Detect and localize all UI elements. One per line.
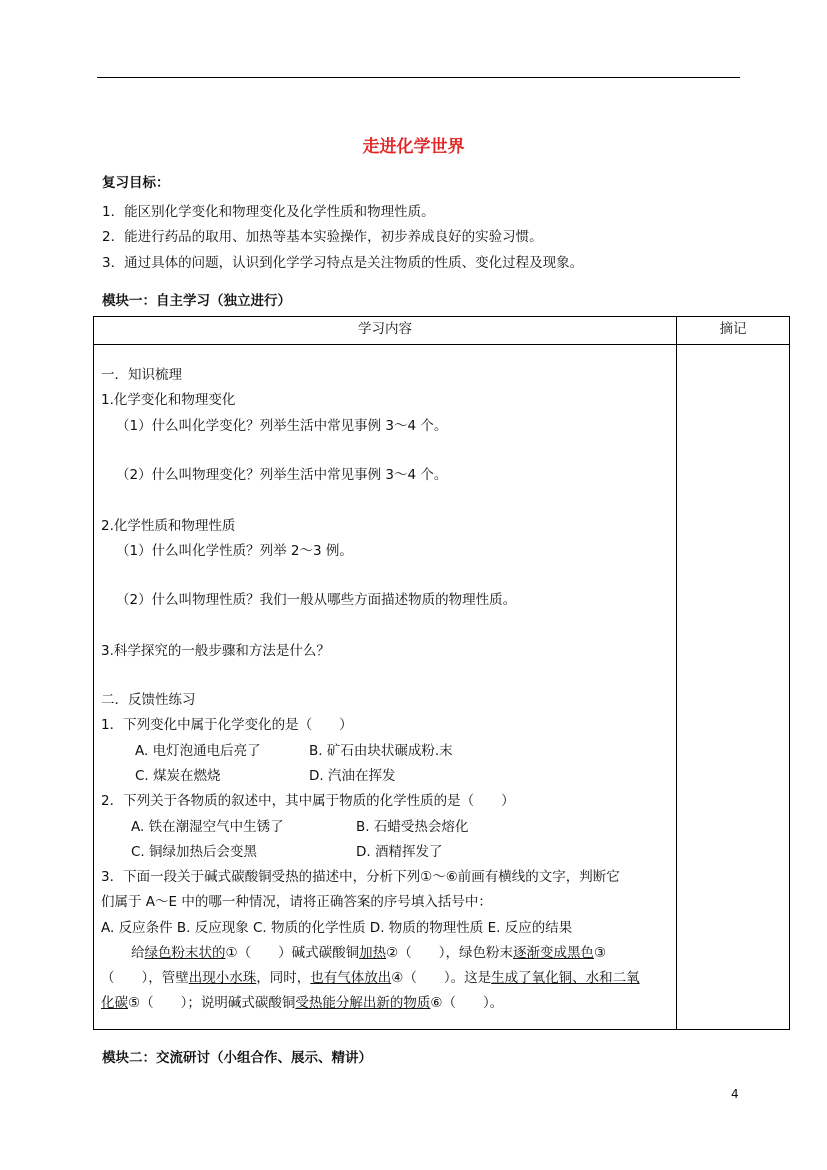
passage-blank-6: ⑥（ ）。 (430, 995, 504, 1011)
passage-blank-4: ④（ ）。这是 (391, 970, 492, 986)
exercise-2-option-c: C. 铜绿加热后会变黑 (131, 844, 258, 860)
module1-heading: 模块一：自主学习（独立进行） (102, 293, 291, 309)
passage-marker-3: ③ (593, 945, 607, 961)
question-chemical-property: （1）什么叫化学性质？列举 2～3 例。 (116, 543, 353, 559)
review-heading: 复习目标： (102, 175, 170, 191)
passage-underline-1: 绿色粉末状的 (144, 945, 226, 961)
passage-underline-6b: 化碳 (101, 995, 128, 1011)
column-header-content: 学习内容 (94, 317, 677, 345)
exercise-1-option-d: D. 汽油在挥发 (309, 768, 396, 784)
exercise-2-option-a: A. 铁在潮湿空气中生锈了 (131, 819, 284, 835)
notes-cell (677, 345, 790, 1030)
header-rule (97, 77, 740, 78)
question-physical-property: （2）什么叫物理性质？我们一般从哪些方面描述物质的物理性质。 (116, 592, 517, 608)
passage-blank-3: （ ），管壁 (101, 970, 189, 986)
exercise-2-option-b: B. 石蜡受热会熔化 (356, 819, 469, 835)
passage-text: ，同时， (256, 970, 311, 986)
study-table (93, 316, 790, 1030)
exercise-3-passage-line-1 (131, 941, 606, 961)
review-item-2: 2．能进行药品的取用、加热等基本实验操作，初步养成良好的实验习惯。 (102, 229, 543, 245)
exercise-1-option-a: A. 电灯泡通电后亮了 (135, 743, 261, 759)
topic-3-heading: 3.科学探究的一般步骤和方法是什么？ (101, 643, 330, 659)
page-title: 走进化学世界 (362, 137, 465, 157)
exercise-2-option-d: D. 酒精挥发了 (356, 844, 443, 860)
content-cell (94, 345, 677, 1030)
exercise-3-choices: A. 反应条件 B. 反应现象 C. 物质的化学性质 D. 物质的物理性质 E. 反应的结果 (101, 920, 573, 936)
passage-underline-4: 出现小水珠 (188, 970, 257, 986)
exercise-3-passage-line-2 (101, 966, 640, 986)
exercise-2-question: 2．下列关于各物质的叙述中，其中属于物质的化学性质的是（ ） (101, 793, 515, 809)
section-practice-heading: 二．反馈性练习 (101, 692, 196, 708)
exercise-1-option-c: C. 煤炭在燃烧 (135, 768, 221, 784)
passage-blank-2: ②（ ），绿色粉末 (386, 945, 513, 961)
topic-1-heading: 1.化学变化和物理变化 (101, 392, 236, 408)
review-item-1: 1．能区别化学变化和物理变化及化学性质和物理性质。 (102, 204, 435, 220)
exercise-1-question: 1．下列变化中属于化学变化的是（ ） (101, 717, 353, 733)
passage-underline-5: 也有气体放出 (310, 970, 392, 986)
exercise-1-option-b: B. 矿石由块状碾成粉.末 (309, 743, 453, 759)
passage-underline-6: 生成了氧化铜、水和二氧 (491, 970, 640, 986)
exercise-3-passage-line-3 (101, 991, 503, 1011)
passage-blank-1: ①（ ）碱式碳酸铜 (225, 945, 360, 961)
section-knowledge-heading: 一．知识梳理 (101, 367, 182, 383)
column-header-notes: 摘记 (677, 317, 790, 345)
page-number: 4 (731, 1087, 739, 1101)
passage-blank-5: ⑤（ ）；说明碱式碳酸铜 (128, 995, 296, 1011)
passage-underline-7: 受热能分解出新的物质 (295, 995, 431, 1011)
exercise-3-question-line-2: 们属于 A～E 中的哪一种情况，请将正确答案的序号填入括号中： (101, 894, 492, 910)
module2-heading: 模块二：交流研讨（小组合作、展示、精讲） (102, 1050, 372, 1066)
table-body-row (94, 345, 790, 1030)
exercise-3-question-line-1: 3．下面一段关于碱式碳酸铜受热的描述中，分析下列①～⑥前画有横线的文字，判断它 (101, 869, 620, 885)
passage-text: 给 (131, 945, 145, 961)
passage-underline-3: 逐渐变成黑色 (512, 945, 594, 961)
question-physical-change: （2）什么叫物理变化？列举生活中常见事例 3～4 个。 (116, 467, 448, 483)
review-item-3: 3．通过具体的问题，认识到化学学习特点是关注物质的性质、变化过程及现象。 (102, 255, 584, 271)
topic-2-heading: 2.化学性质和物理性质 (101, 518, 236, 534)
table-header-row (94, 317, 790, 345)
passage-underline-2: 加热 (359, 945, 387, 961)
question-chemical-change: （1）什么叫化学变化？列举生活中常见事例 3～4 个。 (116, 418, 448, 434)
